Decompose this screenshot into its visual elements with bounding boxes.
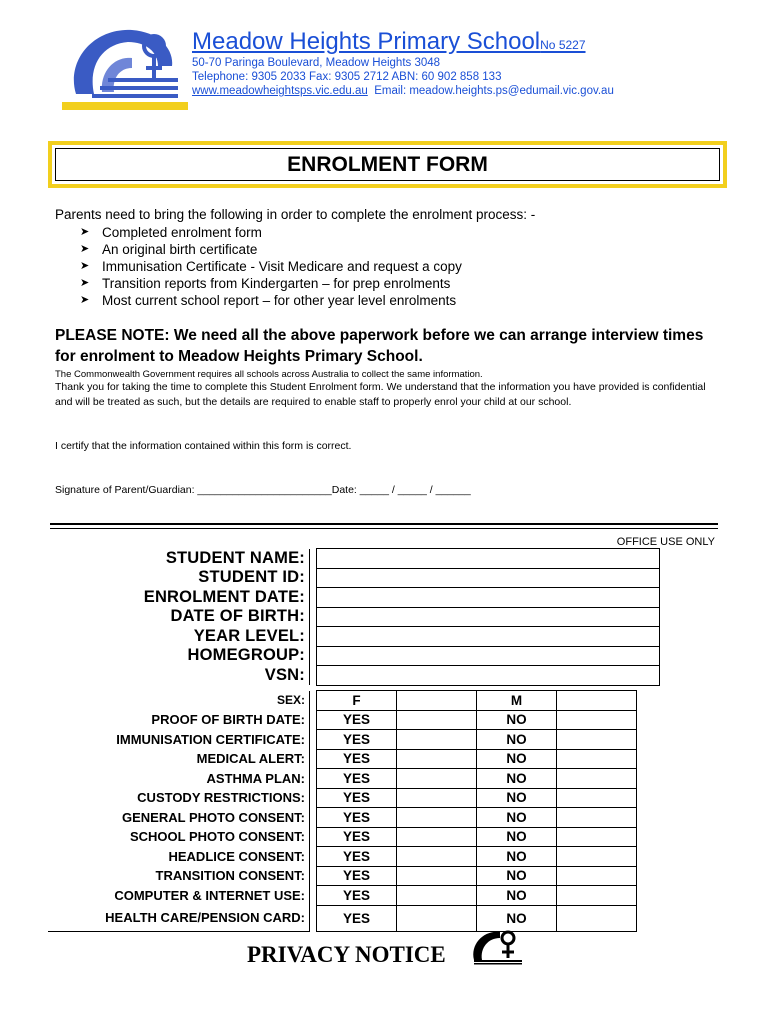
option-a-label: YES — [317, 886, 397, 906]
option-a-label: YES — [317, 769, 397, 789]
double-rule — [310, 788, 317, 808]
double-rule — [310, 666, 317, 686]
field-input[interactable] — [317, 646, 660, 666]
double-rule — [310, 627, 317, 647]
intro-text: Parents need to bring the following in order to complete the enrolment process: - — [55, 207, 536, 222]
student-field-row — [48, 607, 660, 627]
field-label: HOMEGROUP: — [187, 646, 305, 665]
option-row — [48, 866, 637, 886]
option-a-checkbox[interactable] — [397, 769, 477, 789]
option-label: COMPUTER & INTERNET USE: — [114, 887, 305, 903]
form-title: ENROLMENT FORM — [55, 148, 720, 181]
requirement-text: Most current school report – for other year level enrolments — [102, 293, 457, 308]
option-a-checkbox[interactable] — [397, 749, 477, 769]
double-rule — [310, 607, 317, 627]
double-rule — [310, 749, 317, 769]
option-label: HEADLICE CONSENT: — [168, 848, 305, 864]
option-row — [48, 749, 637, 769]
field-input[interactable] — [317, 627, 660, 647]
requirement-text: An original birth certificate — [102, 242, 258, 257]
requirement-item — [80, 224, 462, 241]
double-rule — [310, 588, 317, 608]
option-row — [48, 710, 637, 730]
option-label: PROOF OF BIRTH DATE: — [151, 712, 305, 728]
option-b-checkbox[interactable] — [557, 886, 637, 906]
option-b-checkbox[interactable] — [557, 691, 637, 711]
school-name — [192, 28, 586, 56]
requirements-list — [80, 224, 462, 309]
option-label: IMMUNISATION CERTIFICATE: — [116, 731, 305, 747]
arrow-bullet-icon: ➤ — [80, 226, 90, 238]
option-a-label: YES — [317, 710, 397, 730]
field-label: YEAR LEVEL: — [193, 626, 305, 645]
school-address: 50-70 Paringa Boulevard, Meadow Heights 3048 — [192, 57, 441, 69]
school-logo-small-icon — [470, 928, 524, 966]
option-label: SEX: — [276, 693, 305, 708]
student-options-table — [48, 690, 637, 932]
option-a-label: YES — [317, 827, 397, 847]
option-a-label: F — [317, 691, 397, 711]
option-a-checkbox[interactable] — [397, 691, 477, 711]
double-rule — [310, 769, 317, 789]
option-row — [48, 808, 637, 828]
school-name-text: Meadow Heights Primary School — [192, 28, 541, 55]
option-a-checkbox[interactable] — [397, 827, 477, 847]
option-a-checkbox[interactable] — [397, 730, 477, 750]
option-label: HEALTH CARE/PENSION CARD: — [48, 905, 310, 931]
option-b-label: NO — [477, 886, 557, 906]
option-label: MEDICAL ALERT: — [196, 751, 305, 767]
option-row — [48, 691, 637, 711]
thanks-text: Thank you for taking the time to complete this Student Enrolment form. We understand that the information you have provided is confidential and will be treated as such, but the details are required to enable staff to properly enrol your child at our school. — [55, 381, 706, 408]
double-rule — [310, 905, 317, 931]
double-rule — [310, 691, 317, 711]
field-input[interactable] — [317, 588, 660, 608]
signature-line[interactable]: Signature of Parent/Guardian: _______________________Date: _____ / _____ / ______ — [55, 484, 471, 496]
email-text: Email: meadow.heights.ps@edumail.vic.gov.au — [374, 85, 614, 97]
option-b-label: NO — [477, 730, 557, 750]
option-row — [48, 769, 637, 789]
option-b-checkbox[interactable] — [557, 866, 637, 886]
website-link[interactable]: www.meadowheightsps.vic.edu.au — [192, 85, 368, 97]
double-rule — [310, 808, 317, 828]
option-label: ASTHMA PLAN: — [206, 770, 305, 786]
double-rule — [310, 568, 317, 588]
title-frame — [48, 141, 727, 188]
divider — [50, 523, 718, 525]
field-input[interactable] — [317, 568, 660, 588]
option-b-checkbox[interactable] — [557, 808, 637, 828]
option-b-checkbox[interactable] — [557, 769, 637, 789]
option-b-checkbox[interactable] — [557, 788, 637, 808]
field-label: DATE OF BIRTH: — [170, 607, 305, 626]
option-a-label: YES — [317, 730, 397, 750]
double-rule — [310, 886, 317, 906]
option-a-label: YES — [317, 749, 397, 769]
student-field-row — [48, 549, 660, 569]
option-row — [48, 886, 637, 906]
field-label: STUDENT NAME: — [165, 548, 305, 567]
option-a-checkbox[interactable] — [397, 905, 477, 931]
option-a-checkbox[interactable] — [397, 866, 477, 886]
arrow-bullet-icon: ➤ — [80, 294, 90, 306]
requirement-item — [80, 292, 462, 309]
option-b-label: NO — [477, 847, 557, 867]
requirement-text: Completed enrolment form — [102, 225, 262, 240]
option-row — [48, 905, 637, 931]
student-details-table — [48, 548, 660, 686]
option-a-checkbox[interactable] — [397, 808, 477, 828]
student-field-row — [48, 666, 660, 686]
school-logo-icon — [62, 22, 188, 112]
school-contact: Telephone: 9305 2033 Fax: 9305 2712 ABN: 60 902 858 133 — [192, 71, 502, 83]
option-b-checkbox[interactable] — [557, 847, 637, 867]
requirement-item — [80, 275, 462, 292]
school-number: No 5227 — [540, 38, 586, 52]
option-label: GENERAL PHOTO CONSENT: — [122, 809, 305, 825]
please-note: PLEASE NOTE: We need all the above paperwork before we can arrange interview times for enrolment to Meadow Heights Primary School. — [55, 327, 704, 365]
requirement-text: Immunisation Certificate - Visit Medicare and request a copy — [102, 259, 462, 274]
option-b-label: NO — [477, 905, 557, 931]
option-b-checkbox[interactable] — [557, 710, 637, 730]
certify-text: I certify that the information contained within this form is correct. — [55, 440, 352, 452]
option-b-checkbox[interactable] — [557, 749, 637, 769]
double-rule — [310, 549, 317, 569]
option-a-label: YES — [317, 788, 397, 808]
student-field-row — [48, 568, 660, 588]
double-rule — [310, 646, 317, 666]
option-b-checkbox[interactable] — [557, 730, 637, 750]
option-b-label: NO — [477, 827, 557, 847]
option-label: SCHOOL PHOTO CONSENT: — [129, 829, 305, 845]
government-text: The Commonwealth Government requires all schools across Australia to collect the same information. — [55, 369, 483, 380]
field-label: VSN: — [264, 665, 305, 684]
option-b-label: NO — [477, 769, 557, 789]
option-label: CUSTODY RESTRICTIONS: — [137, 790, 305, 806]
option-a-label: YES — [317, 808, 397, 828]
option-a-checkbox[interactable] — [397, 847, 477, 867]
arrow-bullet-icon: ➤ — [80, 277, 90, 289]
double-rule — [310, 847, 317, 867]
requirement-item — [80, 241, 462, 258]
field-label: ENROLMENT DATE: — [143, 587, 305, 606]
option-b-checkbox[interactable] — [557, 905, 637, 931]
option-b-label: NO — [477, 788, 557, 808]
office-use-label: OFFICE USE ONLY — [616, 536, 715, 548]
privacy-notice-title: PRIVACY NOTICE — [247, 942, 446, 967]
student-field-row — [48, 588, 660, 608]
option-row — [48, 847, 637, 867]
field-input[interactable] — [317, 607, 660, 627]
option-a-label: YES — [317, 905, 397, 931]
option-b-label: NO — [477, 866, 557, 886]
option-a-label: YES — [317, 847, 397, 867]
option-row — [48, 788, 637, 808]
requirement-text: Transition reports from Kindergarten – for prep enrolments — [102, 276, 451, 291]
student-field-row — [48, 627, 660, 647]
divider — [50, 528, 718, 529]
double-rule — [310, 866, 317, 886]
option-a-checkbox[interactable] — [397, 788, 477, 808]
requirement-item — [80, 258, 462, 275]
school-web-email — [192, 85, 614, 97]
student-field-row — [48, 646, 660, 666]
option-a-label: YES — [317, 866, 397, 886]
double-rule — [310, 710, 317, 730]
double-rule — [310, 827, 317, 847]
option-label: TRANSITION CONSENT: — [155, 868, 305, 884]
option-b-label: NO — [477, 710, 557, 730]
field-input[interactable] — [317, 549, 660, 569]
option-b-label: NO — [477, 749, 557, 769]
option-b-label: NO — [477, 808, 557, 828]
double-rule — [310, 730, 317, 750]
arrow-bullet-icon: ➤ — [80, 260, 90, 272]
field-input[interactable] — [317, 666, 660, 686]
option-b-label: M — [477, 691, 557, 711]
arrow-bullet-icon: ➤ — [80, 243, 90, 255]
option-a-checkbox[interactable] — [397, 886, 477, 906]
option-a-checkbox[interactable] — [397, 710, 477, 730]
option-row — [48, 827, 637, 847]
field-label: STUDENT ID: — [198, 568, 305, 587]
option-row — [48, 730, 637, 750]
option-b-checkbox[interactable] — [557, 827, 637, 847]
